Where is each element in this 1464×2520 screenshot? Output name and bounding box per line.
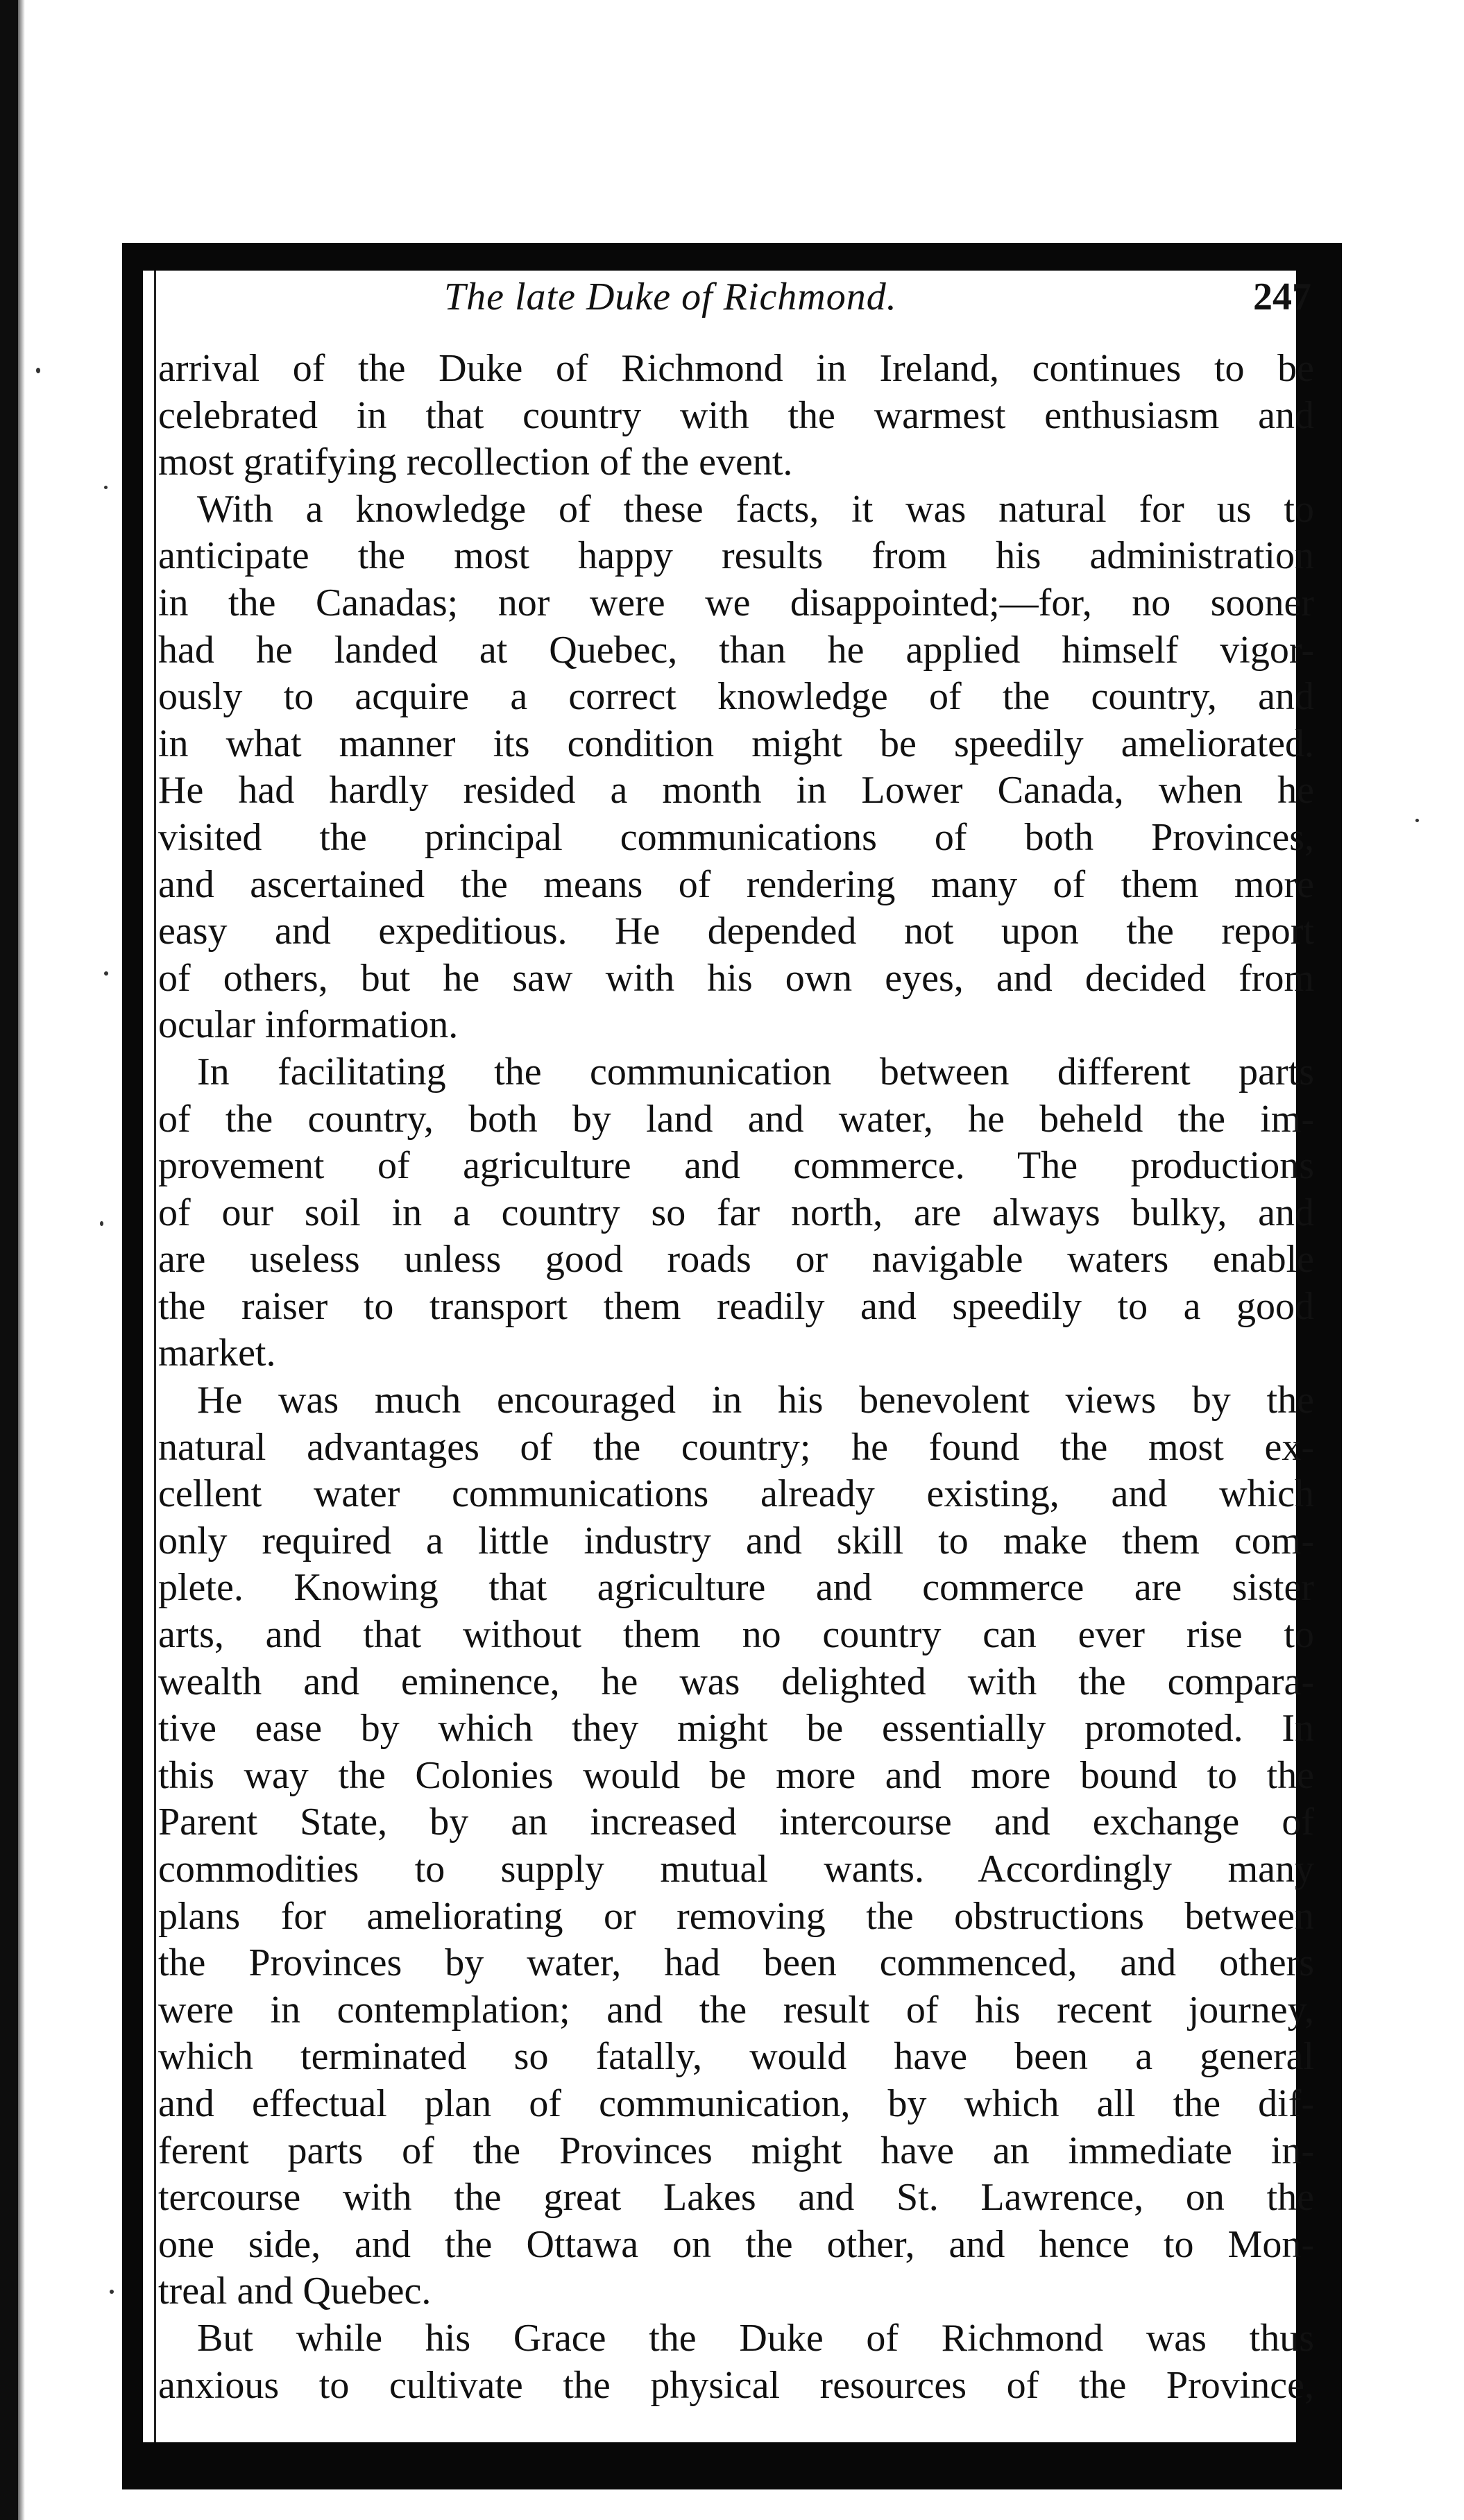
text-line: most gratifying recollection of the event.: [158, 441, 793, 484]
text-line: easy and expeditious. He depended not upon the report: [158, 910, 1314, 953]
text-line: anxious to cultivate the physical resources of the Province,: [158, 2363, 1314, 2407]
page-number: 247: [1253, 275, 1311, 318]
frame-inner-rule: [154, 271, 156, 2442]
text-line: celebrated in that country with the warmest enthusiasm and: [158, 393, 1314, 437]
text-line: tercourse with the great Lakes and St. Lawrence, on the: [158, 2176, 1314, 2220]
text-line: are useless unless good roads or navigable waters enable: [158, 1238, 1314, 1282]
text-line: and ascertained the means of rendering many of them more: [158, 862, 1314, 906]
margin-speck: [100, 1221, 103, 1226]
text-line: the raiser to transport them readily and speedily to a good: [158, 1284, 1314, 1328]
text-line: market.: [158, 1331, 276, 1375]
text-line: With a knowledge of these facts, it was natural for us to: [197, 487, 1314, 531]
margin-speck: [1415, 819, 1419, 822]
scan-binding-fade: [18, 0, 25, 2520]
text-line: provement of agriculture and commerce. The productions: [158, 1144, 1314, 1188]
text-line: in what manner its condition might be speedily ameliorated.: [158, 722, 1314, 765]
text-line: ocular information.: [158, 1003, 459, 1047]
scan-binding-shadow: [0, 0, 18, 2520]
text-line: Parent State, by an increased intercourse and exchange of: [158, 1800, 1314, 1844]
margin-speck: [36, 368, 40, 373]
text-line: which terminated so fatally, would have been a general: [158, 2035, 1314, 2079]
running-head-title: The late Duke of Richmond.: [444, 275, 897, 318]
text-line: commodities to supply mutual wants. Accordingly many: [158, 1848, 1314, 1891]
text-line: only required a little industry and skill to make them com-: [158, 1519, 1314, 1563]
margin-speck: [104, 971, 108, 976]
text-line: visited the principal communications of both Provinces,: [158, 815, 1314, 859]
text-line: arts, and that without them no country can ever rise to: [158, 1613, 1314, 1657]
text-line: of others, but he saw with his own eyes, and decided from: [158, 956, 1314, 1000]
text-line: one side, and the Ottawa on the other, and hence to Mon-: [158, 2222, 1314, 2266]
text-line: of our soil in a country so far north, are always bulky, and: [158, 1191, 1314, 1234]
text-line: and effectual plan of communication, by which all the dif-: [158, 2081, 1314, 2125]
text-line: were in contemplation; and the result of his recent journey,: [158, 1988, 1314, 2032]
text-line: He was much encouraged in his benevolent views by the: [197, 1379, 1314, 1422]
margin-speck: [110, 2290, 114, 2294]
text-line: ferent parts of the Provinces might have an immediate in-: [158, 2129, 1314, 2172]
text-line: plans for ameliorating or removing the obstructions between: [158, 1894, 1314, 1938]
body-text: [158, 346, 1314, 2409]
text-line: anticipate the most happy results from his administration: [158, 534, 1314, 578]
text-line: this way the Colonies would be more and more bound to the: [158, 1753, 1314, 1797]
text-line: plete. Knowing that agriculture and commerce are sister: [158, 1566, 1314, 1610]
text-line: But while his Grace the Duke of Richmond was thus: [197, 2316, 1314, 2360]
text-line: tive ease by which they might be essentially promoted. In: [158, 1707, 1314, 1751]
text-line: the Provinces by water, had been commenced, and others: [158, 1941, 1314, 1985]
margin-speck: [104, 486, 108, 489]
text-line: in the Canadas; nor were we disappointed;—for, no sooner: [158, 581, 1314, 624]
text-line: of the country, both by land and water, he beheld the im-: [158, 1097, 1314, 1141]
text-line: He had hardly resided a month in Lower Canada, when he: [158, 769, 1314, 812]
text-line: arrival of the Duke of Richmond in Ireland, continues to be: [158, 347, 1314, 390]
text-line: In facilitating the communication between different parts: [197, 1050, 1314, 1093]
text-line: had he landed at Quebec, than he applied himself vigor-: [158, 628, 1314, 672]
text-line: wealth and eminence, he was delighted with the compara-: [158, 1660, 1314, 1703]
text-line: cellent water communications already existing, and which: [158, 1472, 1314, 1516]
running-head: [160, 269, 1311, 325]
text-line: natural advantages of the country; he found the most ex-: [158, 1425, 1314, 1469]
text-line: treal and Quebec.: [158, 2270, 432, 2313]
text-line: ously to acquire a correct knowledge of the country, and: [158, 675, 1314, 719]
